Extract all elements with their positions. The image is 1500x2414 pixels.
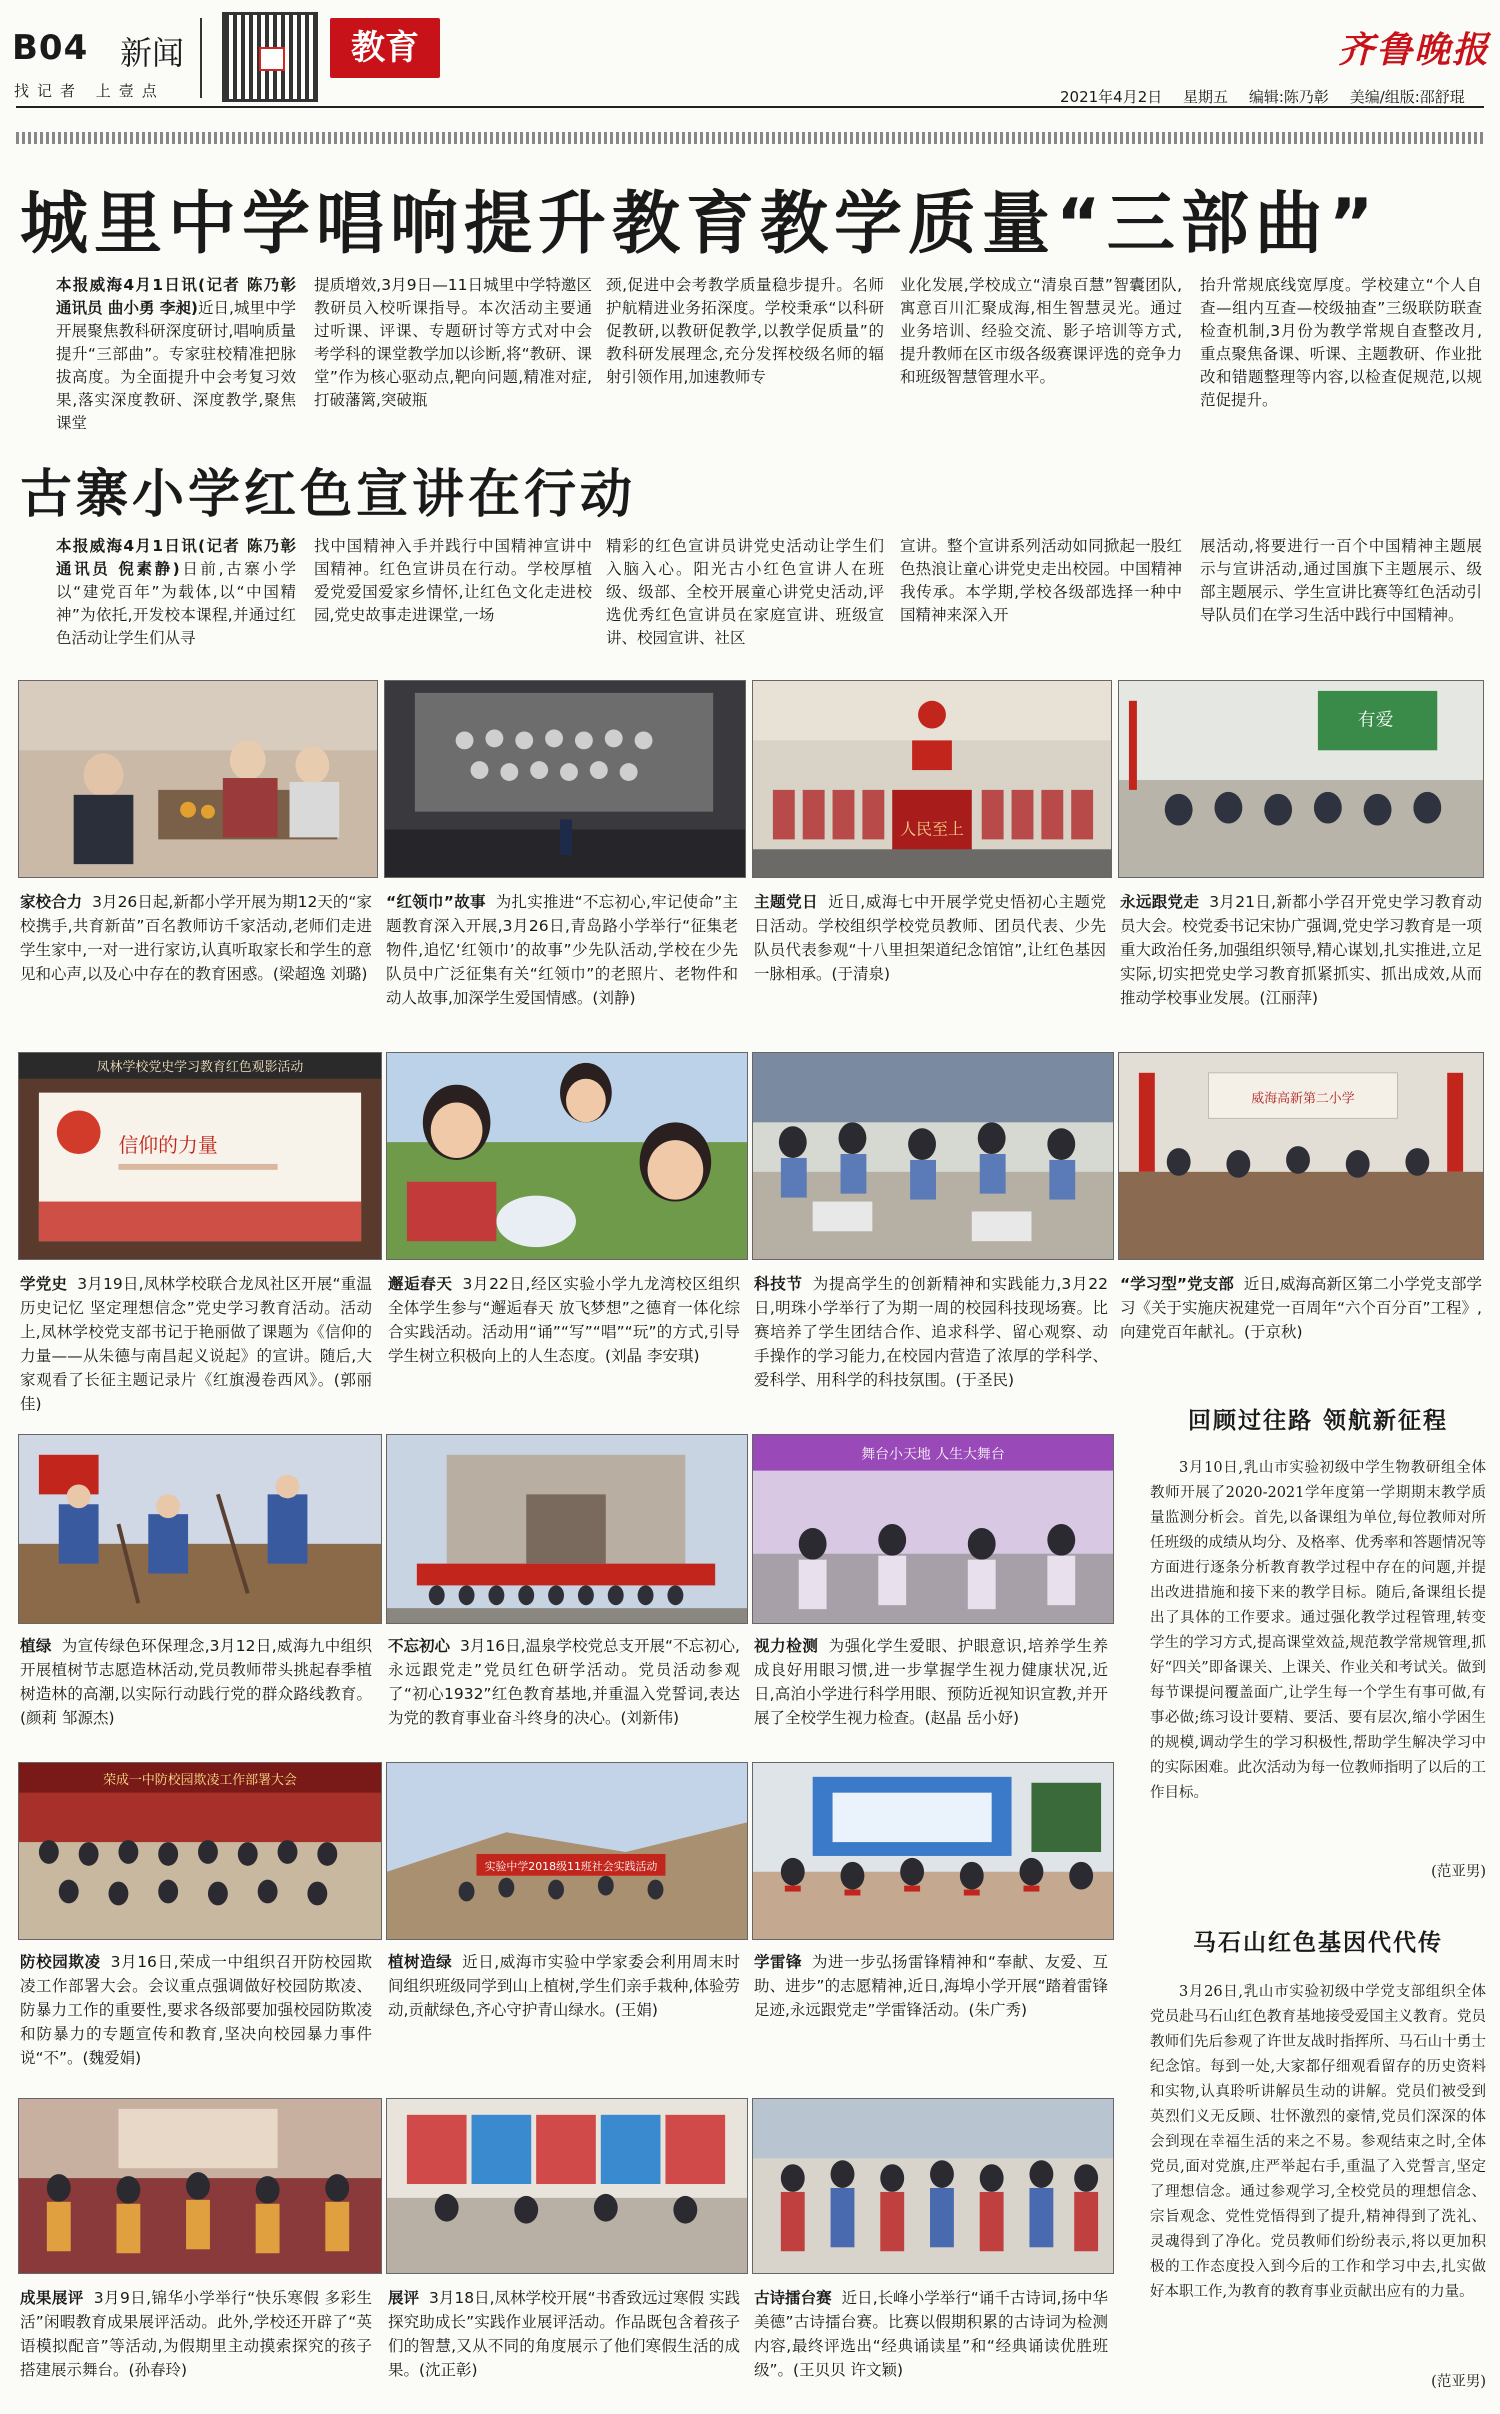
caption-1: 家校合力 3月26日起,新都小学开展为期12天的“家校携手,共育新苗”百名教师访千家活动,老师们走进学生家中,一对一进行家访,认真听取家长和学生的意见和心声,以及心中存在的教育困惑。(梁超逸 刘璐) xyxy=(20,893,372,983)
caption-6: 邂逅春天 3月22日,经区实验小学九龙湾校区组织全体学生参与“邂逅春天 放飞梦想”之德育一体化综合实践活动。活动用“诵”“写”“唱”“玩”的方式,引导学生树立积极向上的人生态度。(刘晶 李安琪) xyxy=(388,1275,740,1365)
caption-14: 学雷锋 为进一步弘扬雷锋精神和“奉献、友爱、互助、进步”的志愿精神,近日,海埠小学开展“踏着雷锋足迹,永远跟党走”学雷锋活动。(朱广秀) xyxy=(754,1953,1108,2019)
photo-class-banner: 实验中学2018级11班社会实践活动 xyxy=(484,1859,658,1873)
editor-credit: 编辑:陈乃彰 xyxy=(1248,88,1329,106)
article2-col2: 找中国精神入手并践行中国精神宣讲中国精神。红色宣讲员在行动。学校厚植爱党爱国爱家乡情怀,让红色文化走进校园,党史故事走进课堂,一场 xyxy=(314,537,592,624)
caption-7: 科技节 为提高学生的创新精神和实践能力,3月22日,明珠小学举行了为期一周的校园科技现场赛。比赛培养了学生团结合作、追求科学、留心观察、动手操作的学习能力,在校园内营造了浓厚的学科学、爱科学、用科学的科技氛围。(于圣民) xyxy=(754,1275,1108,1389)
photo-red-scarf-story xyxy=(384,680,746,878)
sidebar2-title: 马石山红色基因代代传 xyxy=(1193,1930,1443,1956)
caption-4: 永远跟党走 3月21日,新都小学召开党史学习教育动员大会。校党委书记宋协广强调,党史学习教育是一项重大政治任务,加强组织领导,精心谋划,扎实推进,立足实际,切实把党史学习教育抓紧抓实、抓出成效,从而推动学校事业发展。(江丽萍) xyxy=(1120,893,1482,1007)
photo-study-branch xyxy=(1118,1052,1484,1260)
photo-poetry-contest xyxy=(752,2098,1114,2274)
svg-text:有爱: 有爱 xyxy=(1357,709,1394,731)
caption-9: 植绿 为宣传绿色环保理念,3月12日,威海九中组织开展植树节志愿造林活动,党员教师带头挑起春季植树造林的高潮,以实际行动践行党的群众路线教育。(颜莉 邹源杰) xyxy=(20,1637,372,1727)
caption-11: 视力检测 为强化学生爱眼、护眼意识,培养学生养成良好用眼习惯,进一步掌握学生视力健康状况,近日,高泊小学进行科学用眼、预防近视知识宣教,并开展了全校学生视力检查。(赵晶 岳小妤) xyxy=(754,1637,1108,1727)
page-number: B04 xyxy=(12,28,89,68)
photo-school-sign: 威海高新第二小学 xyxy=(1251,1091,1355,1107)
caption-13: 植树造绿 近日,威海市实验中学家委会利用周末时间组织班级同学到山上植树,学生们亲手栽种,体验劳动,贡献绿色,齐心守护青山绿水。(王娟) xyxy=(388,1953,740,2019)
article1-col4: 业化发展,学校成立“清泉百慧”智囊团队,寓意百川汇聚成海,相生智慧灵光。通过业务培训、经验交流、影子培训等方式,提升教师在区市级各级赛课评选的竞争力和班级智慧管理水平。 xyxy=(900,276,1182,386)
photo-party-day xyxy=(752,680,1112,878)
caption-16: 展评 3月18日,凤林学校开展“书香致远过寒假 实践探究助成长”实践作业展评活动。作品既包含着孩子们的智慧,又从不同的角度展示了他们寒假生活的成果。(沈正彰) xyxy=(388,2289,740,2379)
sidebar2-signature: (范亚男) xyxy=(1431,2374,1486,2390)
photo-party-meeting xyxy=(1118,680,1484,878)
article1-headline: 城里中学唱响提升教育教学质量“三部曲” xyxy=(20,185,1380,264)
caption-2: “红领巾”故事 为扎实推进“不忘初心,牢记使命”主题教育深入开展,3月26日,青岛路小学举行“征集老物件,追忆‘红领巾’的故事”少先队活动,学校在少先队员中广泛征集有关“红领巾”的老照片、老物件和动人故事,加深学生爱国情感。(刘静) xyxy=(386,893,738,1007)
article2-col5: 展活动,将要进行一百个中国精神主题展示与宣讲活动,通过国旗下主题展示、级部主题展示、学生宣讲比赛等红色活动引导队员们在学习生活中践行中国精神。 xyxy=(1200,537,1482,624)
article1-col3: 颈,促进中会考教学质量稳步提升。名师护航精进业务拓深度。学校秉承“以科研促教研,以教研促教学,以教学促质量”的教科研发展理念,充分发挥校级名师的辐射引领作用,加速教师专 xyxy=(606,276,884,386)
photo-red-study-tour xyxy=(386,1434,748,1624)
caption-3: 主题党日 近日,威海七中开展学党史悟初心主题党日活动。学校组织学校党员教师、团员代表、少先队员代表参观“十八里担架道纪念馆馆”,让红色基因一脉相承。(于清泉) xyxy=(754,893,1106,983)
article2-col3: 精彩的红色宣讲员讲党史活动让学生们入脑入心。阳光古小红色宣讲人在班级、级部、全校开展童心讲党史活动,评选优秀红色宣讲员在家庭宣讲、班级宣讲、校园宣讲、社区 xyxy=(606,537,884,647)
caption-17: 古诗擂台赛 近日,长峰小学举行“诵千古诗词,扬中华美德”古诗擂台赛。比赛以假期积累的古诗词为检测内容,最终评选出“经典诵读星”和“经典诵读优胜班级”。(王贝贝 许文颖) xyxy=(754,2289,1108,2379)
article1-col5: 抬升常规底线宽厚度。学校建立“个人自查—组内互查—校级抽查”三级联防联查检查机制,3月份为教学常规自查整改月,重点聚焦备课、听课、主题教研、作业批改和错题整理等内容,以检查促规范,以规范促提升。 xyxy=(1200,276,1482,409)
section-name: 新闻 xyxy=(120,34,185,72)
caption-8: “学习型”党支部 近日,威海高新区第二小学党支部学习《关于实施庆祝建党一百周年“六个百分百”工程》,向建党百年献礼。(于京秋) xyxy=(1120,1275,1482,1341)
sidebar2-body: 3月26日,乳山市实验初级中学党支部组织全体党员赴马石山红色教育基地接受爱国主义教育。党员教师们先后参观了许世友战时指挥所、马石山十勇士纪念馆。每到一处,大家都仔细观看留存的历史资料和实物,认真聆听讲解员生动的讲解。党员们被受到英烈们义无反顾、壮怀激烈的豪情,党员们深深的体会到现在幸福生活的来之不易。参观结束之时,全体党员,面对党旗,庄严举起右手,重温了入党誓言,坚定了理想信念。通过参观学习,全校党员的理想信念、宗旨观念、党性党悟得到了提升,精神得到了洗礼、灵魂得到了净化。党员教师们纷纷表示,将以更加积极的工作态度投入到今后的工作和学习中去,扎实做好本职工作,为教育的教育事业贡献出应有的力量。 xyxy=(1150,1984,1486,2300)
article1-lead: 本报威海4月1日讯(记者 陈乃彰 通讯员 曲小勇 李昶) xyxy=(56,276,296,317)
photo-winter-results xyxy=(18,2098,382,2274)
photo-tree-planting xyxy=(18,1434,382,1624)
caption-12: 防校园欺凌 3月16日,荣成一中组织召开防校园欺凌工作部署大会。会议重点强调做好校园防欺凌、防暴力工作的重要性,要求各级部要加强校园防欺凌和防暴力的专题宣传和教育,坚决向校园暴力事件说“不”。(魏爱娟) xyxy=(20,1953,372,2067)
photo-meeting-banner: 荣成一中防校园欺凌工作部署大会 xyxy=(103,1772,297,1788)
sidebar1-body: 3月10日,乳山市实验初级中学生物教研组全体教师开展了2020-2021学年度第一学期期末教学质量监测分析会。首先,以备课组为单位,每位教师对所任班级的成绩从均分、及格率、优秀率和答题情况等方面进行逐条分析教育教学过程中存在的问题,并提出改进措施和接下来的教学目标。随后,备课组长提出了具体的工作要求。通过强化教学过程管理,转变学生的学习方式,提高课堂效益,规范教学常规管理,抓好“四关”即备课关、上课关、作业关和考试关。做到每节课提问覆盖面广,让学生每一个学生有事可做,有事必做;练习设计要精、要活、要有层次,缩小学困生的规模,调动学生的学习积极性,帮助学生解决学习中的实际困难。此次活动为每一位教师指明了以后的工作目标。 xyxy=(1150,1460,1486,1801)
caption-15: 成果展评 3月9日,锦华小学举行“快乐寒假 多彩生活”闲暇教育成果展评活动。此外,学校还开辟了“英语模拟配音”等活动,为假期里主动摸索探究的孩子搭建展示舞台。(孙春玲) xyxy=(20,2289,372,2379)
slogan: 找记者 上壹点 xyxy=(14,82,165,100)
article2-lead: 本报威海4月1日讯(记者 陈乃彰 通讯员 倪素静) xyxy=(56,537,296,578)
article1-col2: 提质增效,3月9日—11日城里中学特邀区教研员入校听课指导。本次活动主要通过听课、评课、专题研讨等方式对中会考学科的课堂教学加以诊断,将“教研、课堂”作为核心驱动点,靶向问题,精准对症,打破藩篱,突破瓶 xyxy=(314,276,592,409)
section-tab: 教育 xyxy=(351,28,419,68)
article1-col1: 本报威海4月1日讯(记者 陈乃彰 通讯员 曲小勇 李昶)近日,城里中学开展聚焦教科研深度研讨,唱响质量提升“三部曲”。专家驻校精准把脉拔高度。为全面提升中会考复习效果,落实深度教研、深度教学,聚焦课堂 xyxy=(56,276,296,432)
qr-code-icon[interactable] xyxy=(222,12,318,102)
photo-board-text: 人民至上 xyxy=(900,819,964,839)
photo-homework-exhibit xyxy=(386,2098,748,2274)
article2-headline: 古寨小学红色宣讲在行动 xyxy=(20,465,637,525)
designer-credit: 美编/组版:邵舒琨 xyxy=(1349,88,1465,106)
photo-science-festival xyxy=(752,1052,1114,1260)
header-rule xyxy=(16,106,1484,108)
photo-hill-planting xyxy=(386,1762,748,1940)
issue-weekday: 星期五 xyxy=(1183,88,1229,106)
photo-eye-test xyxy=(752,1434,1114,1624)
photo-anti-bullying xyxy=(18,1762,382,1940)
caption-5: 学党史 3月19日,凤林学校联合龙凤社区开展“重温历史记忆 坚定理想信念”党史学习教育活动。活动上,凤林学校党支部书记于艳丽做了课题为《信仰的力量——从朱德与南昌起义说起》的宣讲。随后,大家观看了长征主题记录片《红旗漫卷西风》。(郭丽佳) xyxy=(20,1275,372,1413)
newspaper-logo: 齐鲁晚报 xyxy=(1338,29,1491,71)
photo-stage-text: 舞台小天地 人生大舞台 xyxy=(861,1446,1005,1463)
photo-home-visit xyxy=(18,680,378,878)
photo-banner-text: 凤林学校党史学习教育红色观影活动 xyxy=(96,1059,304,1075)
photo-learn-leifeng xyxy=(752,1762,1114,1940)
article2-col1: 本报威海4月1日讯(记者 陈乃彰 通讯员 倪素静)日前,古寨小学以“建党百年”为载体,以“中国精神”为依托,开发校本课程,并通过红色活动让学生们从寻 xyxy=(56,537,296,647)
sidebar1-signature: (范亚男) xyxy=(1431,1864,1486,1880)
photo-spring-outing xyxy=(386,1052,748,1260)
photo-party-history-film xyxy=(18,1052,382,1260)
caption-10: 不忘初心 3月16日,温泉学校党总支开展“不忘初心,永远跟党走”党员红色研学活动。党员活动参观了“初心1932”红色教育基地,并重温入党誓词,表达为党的教育事业奋斗终身的决心。(刘新伟) xyxy=(388,1637,740,1727)
sidebar1-title: 回顾过往路 领航新征程 xyxy=(1187,1408,1448,1434)
issue-date: 2021年4月2日 xyxy=(1060,88,1163,106)
photo-slide-text: 信仰的力量 xyxy=(118,1134,218,1158)
article2-col4: 宣讲。整个宣讲系列活动如同掀起一股红色热浪让童心讲党史走出校园。中国精神我传承。本学期,学校各级部选择一种中国精神来深入开 xyxy=(900,537,1182,624)
page-meta xyxy=(1060,86,1481,107)
dotted-rule xyxy=(16,132,1484,144)
divider xyxy=(200,18,202,98)
